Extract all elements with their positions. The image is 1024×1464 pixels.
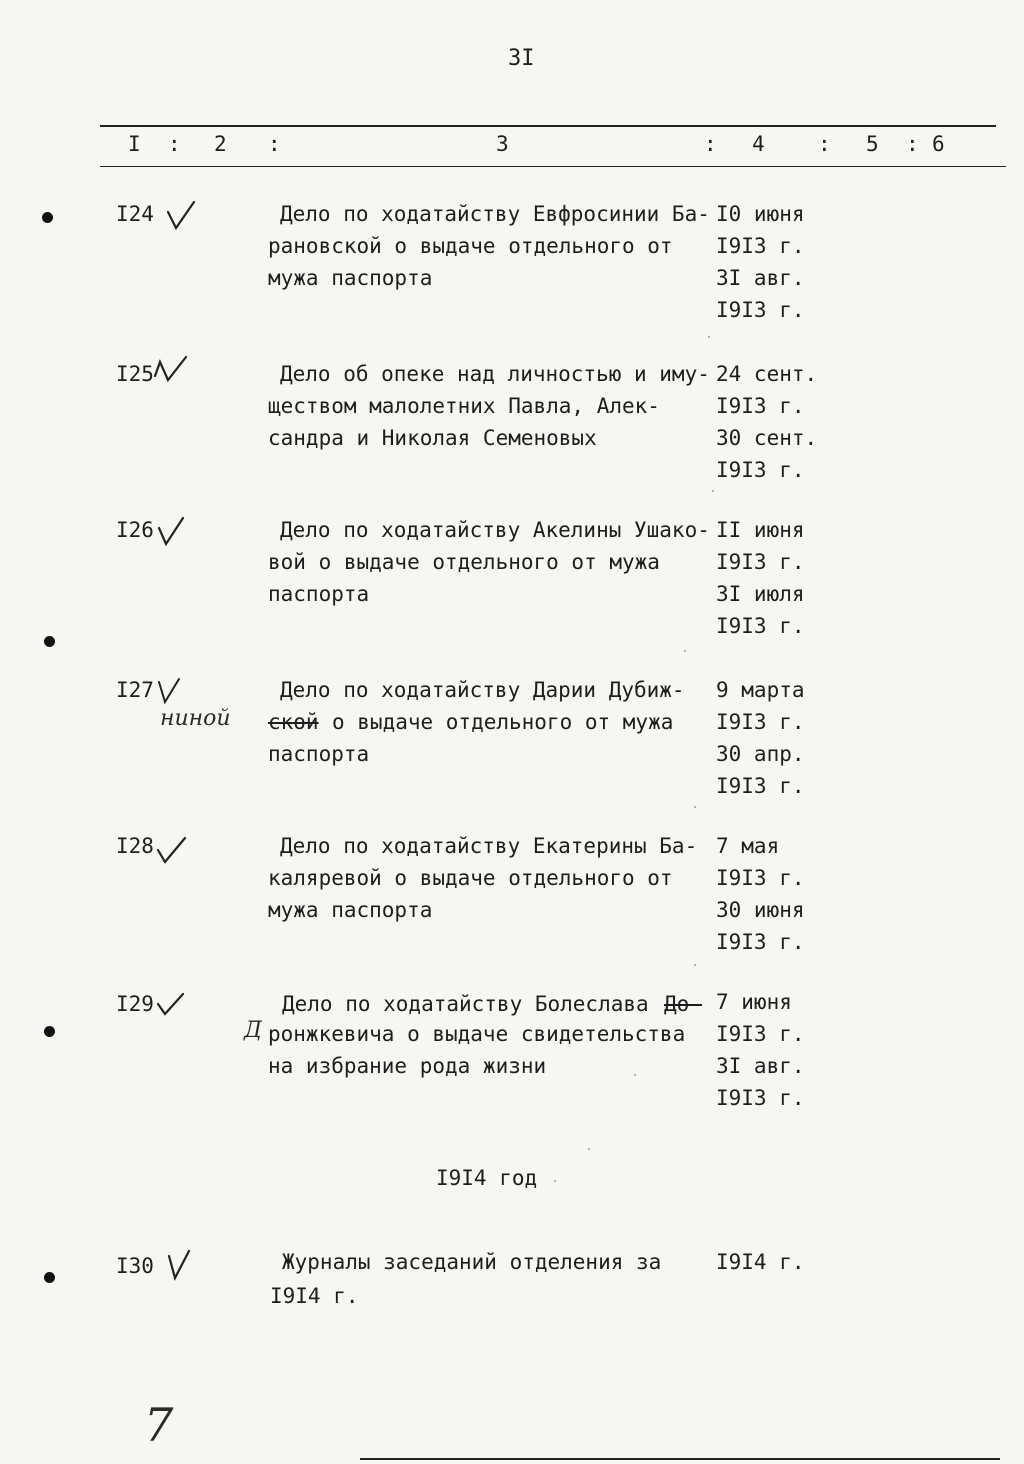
- entry-date: I9I3 г.: [716, 774, 805, 798]
- entry-text-line: паспорта: [268, 582, 370, 606]
- entry-date: I9I3 г.: [716, 866, 805, 890]
- column-separator: :: [906, 132, 919, 156]
- binder-hole-icon: [44, 1026, 55, 1037]
- scan-speck: [588, 1148, 590, 1150]
- entry-number: I25: [116, 362, 154, 386]
- entry-date: II июня: [716, 518, 805, 542]
- scan-speck: [712, 490, 714, 492]
- binder-hole-icon: [44, 636, 55, 647]
- column-separator: :: [268, 132, 281, 156]
- entry-number: I30: [116, 1254, 154, 1278]
- entry-text-line: каляревой о выдаче отдельного от: [268, 866, 673, 890]
- entry-text-line: рановской о выдаче отдельного от: [268, 234, 673, 258]
- entry-date: I9I3 г.: [716, 550, 805, 574]
- handwritten-correction: Д: [244, 1018, 262, 1043]
- struck-text: ской: [268, 710, 319, 734]
- entry-date: I9I3 г.: [716, 1022, 805, 1046]
- entry-date: I9I4 г.: [716, 1250, 805, 1274]
- entry-date: I9I3 г.: [716, 394, 805, 418]
- entry-date: 9 марта: [716, 678, 805, 702]
- entry-date: 7 мая: [716, 834, 780, 858]
- entry-date: 3I авг.: [716, 1054, 805, 1078]
- handwritten-correction: ниной: [160, 706, 231, 731]
- scan-speck: [694, 806, 696, 808]
- column-separator: :: [704, 132, 717, 156]
- entry-text-line: Дело об опеке над личностью и иму-: [280, 362, 710, 386]
- column-header-3: 3: [496, 132, 509, 156]
- entry-text-line: о выдаче отдельного от мужа: [332, 710, 674, 734]
- entry-text-line: паспорта: [268, 742, 370, 766]
- entry-date: I9I3 г.: [716, 298, 805, 322]
- entry-date: 3I июля: [716, 582, 805, 606]
- footer-handwritten-number: 7: [144, 1398, 174, 1452]
- column-header-6: 6: [932, 132, 945, 156]
- entry-date: I9I3 г.: [716, 930, 805, 954]
- scan-speck: [694, 964, 696, 966]
- entry-text-line: Журналы заседаний отделения за: [282, 1250, 662, 1274]
- entry-number: I28: [116, 834, 154, 858]
- scan-speck: [634, 1074, 636, 1076]
- binder-hole-icon: [42, 212, 53, 223]
- checkmark-icon: [164, 198, 198, 232]
- entry-text-line: Дело по ходатайству Акелины Ушако-: [280, 518, 710, 542]
- entry-text-line: Дело по ходатайству Болеслава: [282, 992, 649, 1016]
- entry-text-line: I9I4 г.: [270, 1284, 359, 1308]
- scan-speck: [554, 1180, 556, 1182]
- checkmark-icon: [152, 354, 188, 386]
- entry-date: 30 июня: [716, 898, 805, 922]
- entry-date: 24 сент.: [716, 362, 818, 386]
- scan-speck: [684, 650, 686, 652]
- year-heading: I9I4 год: [436, 1166, 538, 1190]
- header-bottom-rule: [100, 166, 1006, 167]
- column-separator: :: [818, 132, 831, 156]
- column-header-5: 5: [866, 132, 879, 156]
- entry-date: I9I3 г.: [716, 458, 805, 482]
- checkmark-icon: [154, 834, 188, 866]
- entry-date: 30 апр.: [716, 742, 805, 766]
- entry-text-line: ществом малолетних Павла, Алек-: [268, 394, 660, 418]
- checkmark-icon: [166, 1248, 192, 1282]
- entry-number: I27: [116, 678, 154, 702]
- entry-date: I9I3 г.: [716, 614, 805, 638]
- entry-text-line: Дело по ходатайству Евфросинии Ба-: [280, 202, 710, 226]
- entry-date: I9I3 г.: [716, 1086, 805, 1110]
- column-header-2: 2: [214, 132, 227, 156]
- entry-date: 30 сент.: [716, 426, 818, 450]
- entry-date: I9I3 г.: [716, 234, 805, 258]
- entry-text-line: ронжкевича о выдаче свидетельства: [268, 1022, 686, 1046]
- binder-hole-icon: [44, 1272, 55, 1283]
- entry-date: I0 июня: [716, 202, 805, 226]
- entry-text-line: вой о выдаче отдельного от мужа: [268, 550, 660, 574]
- entry-date: 7 июня: [716, 990, 792, 1014]
- column-header-4: 4: [752, 132, 765, 156]
- column-separator: :: [168, 132, 181, 156]
- entry-text-line: Дело по ходатайству Екатерины Ба-: [280, 834, 698, 858]
- entry-text-line: сандра и Николая Семеновых: [268, 426, 597, 450]
- entry-number: I29: [116, 992, 154, 1016]
- entry-text-line: Дело по ходатайству Дарии Дубиж-: [280, 678, 685, 702]
- entry-text-line: на избрание рода жизни: [268, 1054, 547, 1078]
- scan-speck: [708, 336, 710, 338]
- column-header-1: I: [128, 132, 141, 156]
- entry-number: I26: [116, 518, 154, 542]
- struck-text: До-: [664, 992, 702, 1016]
- checkmark-icon: [154, 990, 186, 1018]
- page-number: 3I: [508, 46, 535, 71]
- bottom-edge-rule: [360, 1458, 1000, 1460]
- checkmark-icon: [156, 514, 186, 548]
- entry-number: I24: [116, 202, 154, 226]
- header-top-rule: [100, 125, 996, 127]
- checkmark-icon: [156, 676, 182, 706]
- entry-text-line: мужа паспорта: [268, 266, 433, 290]
- entry-text-line: мужа паспорта: [268, 898, 433, 922]
- entry-date: I9I3 г.: [716, 710, 805, 734]
- entry-date: 3I авг.: [716, 266, 805, 290]
